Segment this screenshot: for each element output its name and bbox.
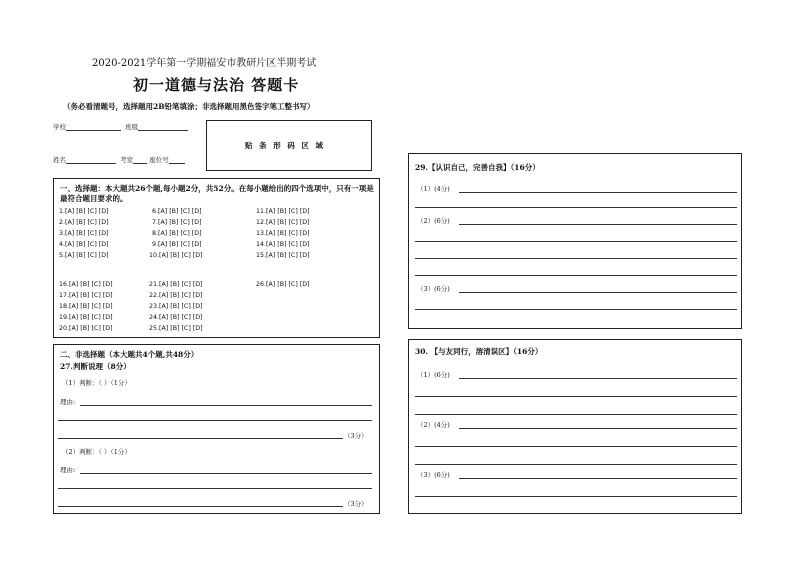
class-label: 班级 bbox=[125, 123, 139, 131]
mc-item-22[interactable]: 22.[A] [B] [C] [D] bbox=[149, 292, 203, 299]
name-field[interactable] bbox=[53, 155, 185, 164]
q27-2-answer-line-3[interactable] bbox=[58, 506, 343, 507]
q29-part1-label: （1）(4分) bbox=[417, 185, 450, 193]
q27-2-reason-label: 理由: bbox=[60, 466, 76, 474]
barcode-label: 贴 条 形 码 区 域 bbox=[245, 141, 326, 150]
mc-item-12[interactable]: 12.[A] [B] [C] [D] bbox=[256, 219, 310, 226]
room-label: 考室 bbox=[120, 156, 134, 164]
mc-item-3[interactable]: 3.[A] [B] [C] [D] bbox=[59, 230, 109, 237]
q29-answer-line-1[interactable] bbox=[459, 192, 737, 193]
mc-item-6[interactable]: 6.[A] [B] [C] [D] bbox=[152, 208, 202, 215]
q27-1-score: （3分） bbox=[344, 432, 368, 440]
mc-item-16[interactable]: 16.[A] [B] [C] [D] bbox=[59, 281, 113, 288]
q29-title: 29.【认识自己，完善自我】（16分） bbox=[415, 163, 540, 172]
section-non-choice bbox=[53, 344, 380, 514]
q27-2-answer-line-1[interactable] bbox=[80, 473, 372, 474]
q30-answer-line-5[interactable] bbox=[415, 446, 737, 447]
q30-answer-line-2[interactable] bbox=[415, 396, 737, 397]
q27-1-answer-line-1[interactable] bbox=[80, 405, 372, 406]
mc-item-8[interactable]: 8.[A] [B] [C] [D] bbox=[152, 230, 202, 237]
q30-answer-line-1[interactable] bbox=[459, 378, 737, 379]
q30-title: 30. 【与友同行，溶清误区】（16分） bbox=[415, 347, 543, 356]
q30-answer-line-6[interactable] bbox=[415, 464, 737, 465]
q29-answer-line-3[interactable] bbox=[459, 224, 737, 225]
mc-item-21[interactable]: 21.[A] [B] [C] [D] bbox=[149, 281, 203, 288]
section2-title: 二、非选择题（本大题共4个题,共48分） bbox=[60, 350, 199, 359]
q29-answer-line-6[interactable] bbox=[415, 275, 737, 276]
q27-1-answer-line-3[interactable] bbox=[58, 438, 343, 439]
q30-box bbox=[408, 339, 742, 514]
q29-answer-line-4[interactable] bbox=[415, 241, 737, 242]
name-label: 姓名 bbox=[53, 156, 66, 164]
q30-answer-line-3[interactable] bbox=[415, 414, 737, 415]
q29-part3-label: （3）(6分) bbox=[417, 285, 450, 293]
q30-part3-label: （3）(6分) bbox=[417, 471, 450, 479]
q27-1-reason-label: 理由: bbox=[60, 398, 76, 406]
mc-item-4[interactable]: 4.[A] [B] [C] [D] bbox=[59, 241, 109, 248]
q27-title: 27.判断说理（8分） bbox=[60, 362, 131, 371]
q27-2-judge[interactable]: （2）判断：（ ）（1分） bbox=[62, 448, 131, 456]
q29-answer-line-8[interactable] bbox=[415, 309, 737, 310]
mc-item-10[interactable]: 10.[A] [B] [C] [D] bbox=[149, 252, 203, 259]
mc-item-13[interactable]: 13.[A] [B] [C] [D] bbox=[256, 230, 310, 237]
q29-answer-line-2[interactable] bbox=[415, 207, 737, 208]
q29-answer-line-7[interactable] bbox=[459, 292, 737, 293]
q27-2-score: （3分） bbox=[344, 500, 368, 508]
mc-item-2[interactable]: 2.[A] [B] [C] [D] bbox=[59, 219, 109, 226]
school-label: 学校 bbox=[53, 123, 66, 131]
mc-item-1[interactable]: 1.[A] [B] [C] [D] bbox=[59, 208, 109, 215]
mc-item-17[interactable]: 17.[A] [B] [C] [D] bbox=[59, 292, 113, 299]
q27-1-answer-line-2[interactable] bbox=[58, 420, 372, 421]
q29-answer-line-5[interactable] bbox=[415, 258, 737, 259]
mc-item-26[interactable]: 26.[A] [B] [C] [D] bbox=[256, 281, 310, 288]
mc-item-25[interactable]: 25.[A] [B] [C] [D] bbox=[149, 325, 203, 332]
seat-label: 座位号 bbox=[149, 156, 169, 164]
mc-item-20[interactable]: 20.[A] [B] [C] [D] bbox=[59, 325, 113, 332]
q29-box bbox=[408, 153, 742, 329]
q30-part2-label: （2）(4分) bbox=[417, 421, 450, 429]
mc-item-24[interactable]: 24.[A] [B] [C] [D] bbox=[149, 314, 203, 321]
mc-item-19[interactable]: 19.[A] [B] [C] [D] bbox=[59, 314, 113, 321]
mc-item-5[interactable]: 5.[A] [B] [C] [D] bbox=[59, 252, 109, 259]
q27-2-answer-line-2[interactable] bbox=[58, 488, 372, 489]
mc-item-9[interactable]: 9.[A] [B] [C] [D] bbox=[152, 241, 202, 248]
mc-item-23[interactable]: 23.[A] [B] [C] [D] bbox=[149, 303, 203, 310]
q30-answer-line-7[interactable] bbox=[459, 478, 737, 479]
subject-title: 初一道德与法治 答题卡 bbox=[133, 76, 300, 94]
q29-part2-label: （2）(6分) bbox=[417, 217, 450, 225]
mc-item-11[interactable]: 11.[A] [B] [C] [D] bbox=[256, 208, 310, 215]
section1-title: 一、选择题：本大题共26个题,每小题2分，共52分。在每小题给出的四个选项中，只有一项是最符合题目要求的。 bbox=[60, 184, 374, 203]
mc-item-14[interactable]: 14.[A] [B] [C] [D] bbox=[256, 241, 310, 248]
q30-answer-line-8[interactable] bbox=[415, 496, 737, 497]
instructions-note: （务必看清题号，选择题用2B铅笔填涂；非选择题用黑色签字笔工整书写） bbox=[63, 102, 315, 111]
school-field[interactable] bbox=[53, 122, 188, 131]
barcode-area bbox=[206, 120, 372, 171]
mc-item-18[interactable]: 18.[A] [B] [C] [D] bbox=[59, 303, 113, 310]
q30-answer-line-4[interactable] bbox=[459, 428, 737, 429]
section-multiple-choice bbox=[53, 178, 380, 338]
mc-item-15[interactable]: 15.[A] [B] [C] [D] bbox=[256, 252, 310, 259]
q27-1-judge[interactable]: （1）判断：（ ）（1分） bbox=[62, 379, 131, 387]
q30-part1-label: （1）(6分) bbox=[417, 371, 450, 379]
mc-item-7[interactable]: 7.[A] [B] [C] [D] bbox=[152, 219, 202, 226]
exam-title: 2020-2021学年第一学期福安市教研片区半期考试 bbox=[92, 58, 317, 69]
